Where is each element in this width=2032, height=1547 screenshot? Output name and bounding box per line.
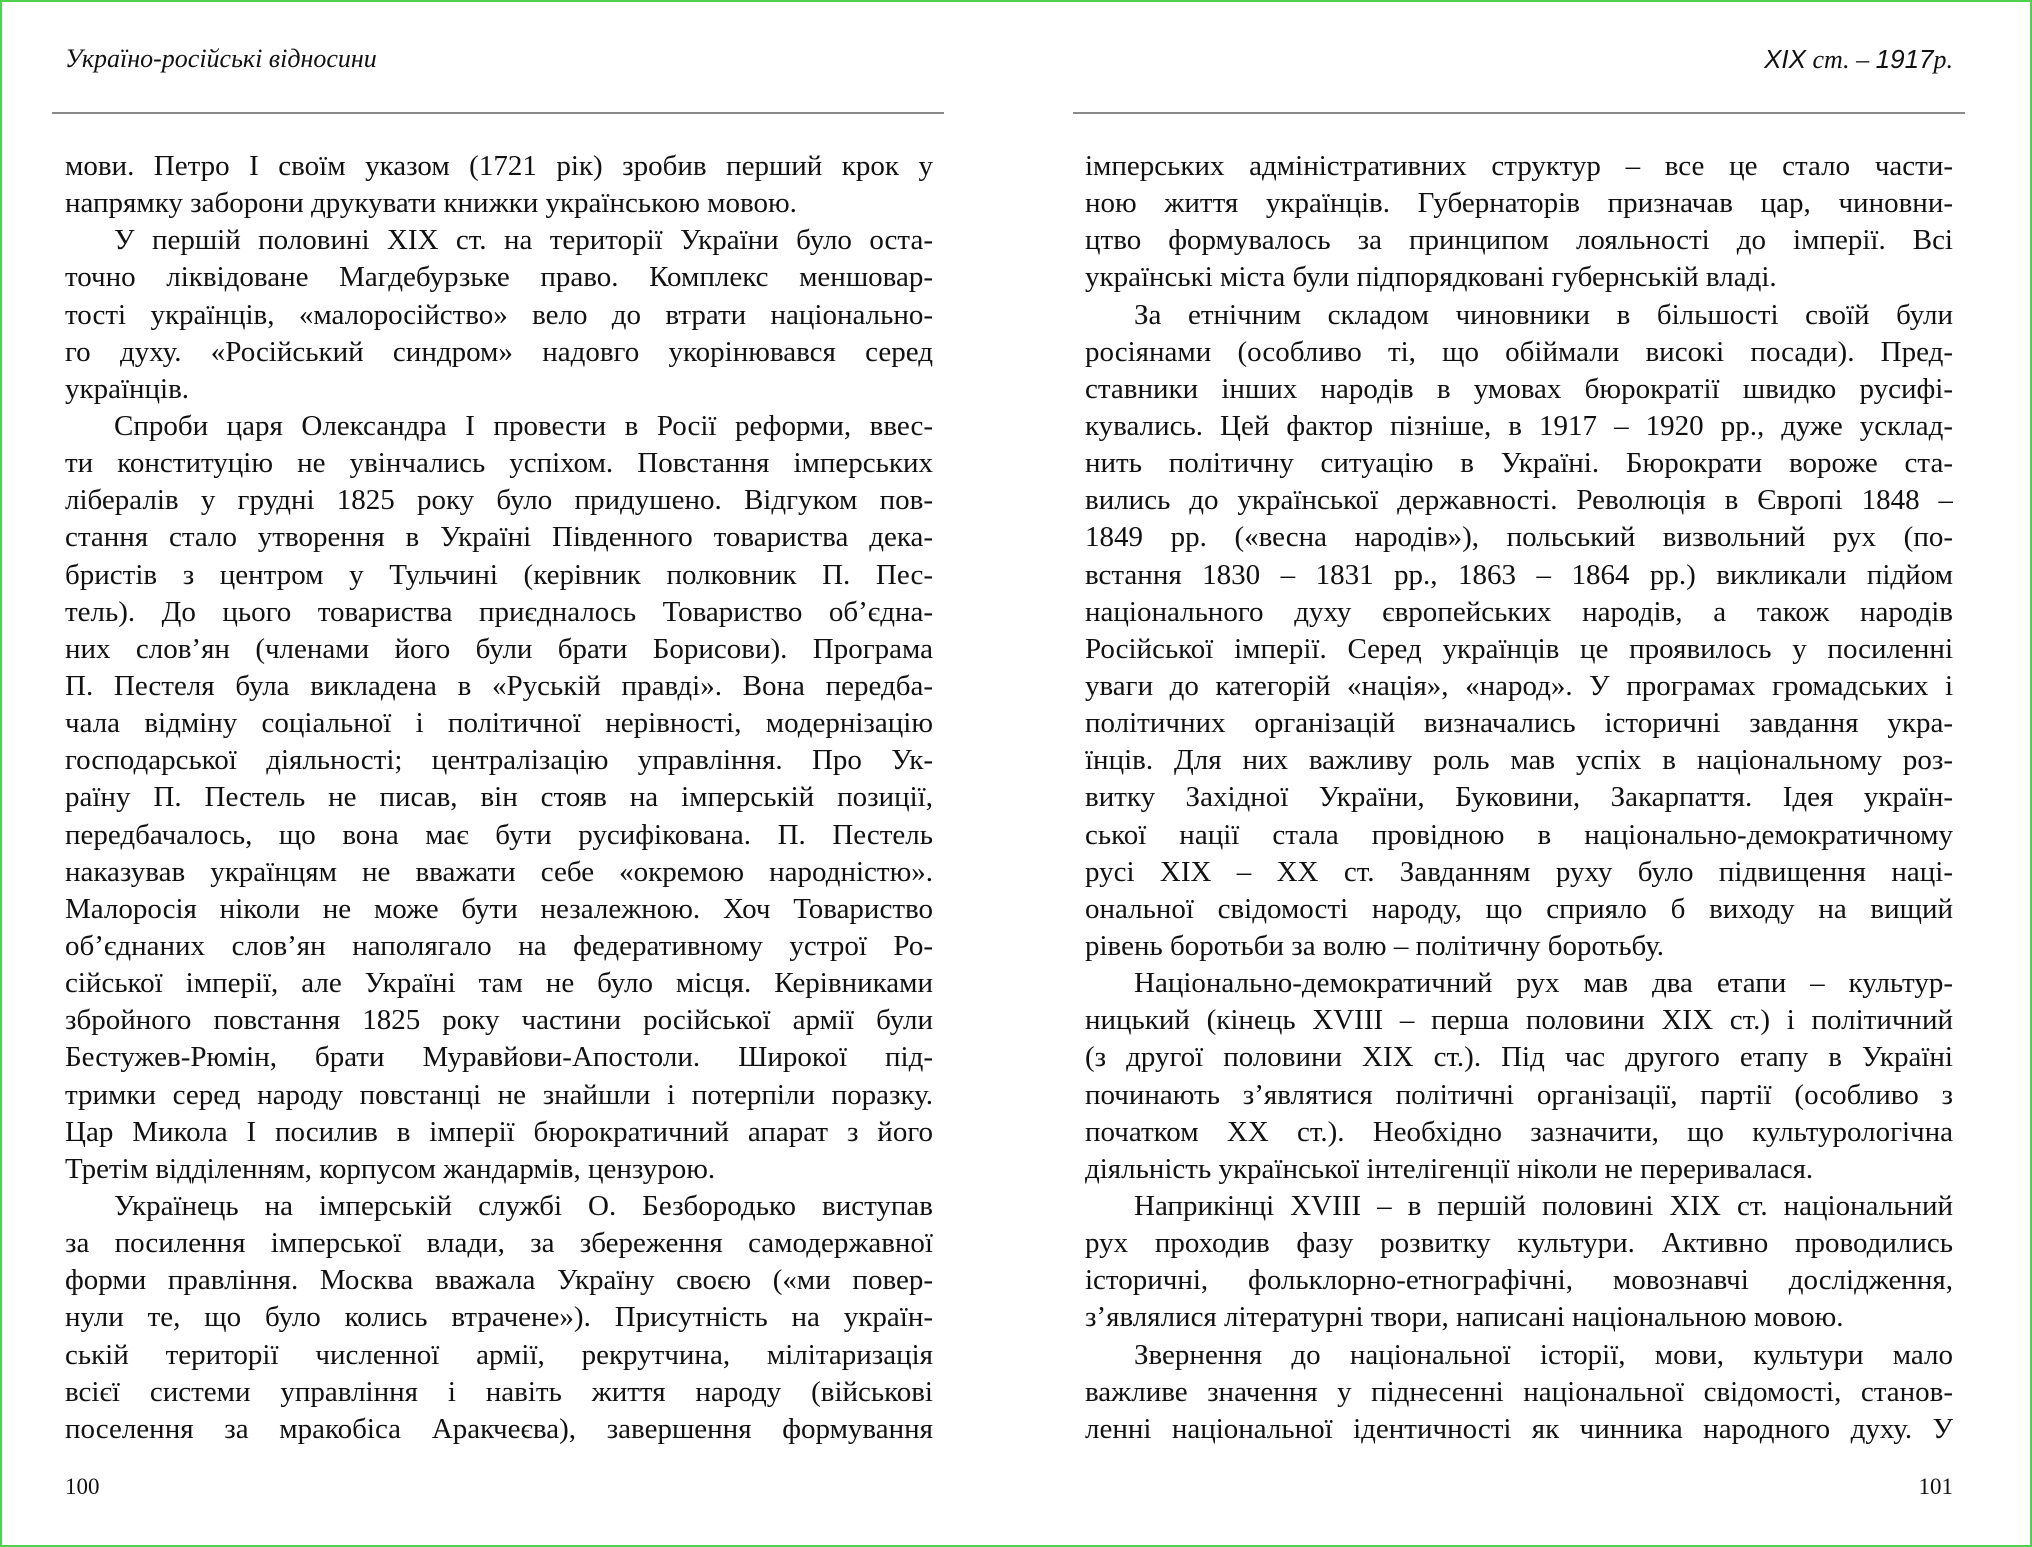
text-line: бристів з центром у Тульчині (керівник полковник П. Пес- bbox=[65, 558, 933, 591]
text-line: встання 1830 – 1831 рр., 1863 – 1864 рр.) викликали підйом bbox=[1085, 558, 1953, 591]
text-line: рівень боротьби за волю – політичну боротьбу. bbox=[1085, 929, 1665, 962]
text-line: напрямку заборони друкувати книжки українською мовою. bbox=[65, 187, 797, 220]
text-line: нули те, що було колись втрачене»). Присутність на україн- bbox=[65, 1301, 933, 1334]
text-line: господарської діяльності; централізацію управління. Про Ук- bbox=[65, 744, 933, 777]
header-suffix: р. bbox=[1933, 45, 1953, 74]
text-line: Спроби царя Олександра I провести в Росії реформи, ввес- bbox=[114, 409, 933, 442]
text-line: нить політичну ситуацію в Україні. Бюрократи вороже ста- bbox=[1085, 447, 1953, 480]
text-line: Третім відділенням, корпусом жандармів, цензурою. bbox=[65, 1152, 716, 1185]
text-line: Малоросія ніколи не може бути незалежною. Хоч Товариство bbox=[65, 892, 933, 925]
text-line: ській території численної армії, рекрутчина, мілітаризація bbox=[65, 1338, 933, 1371]
text-line: важливе значення у піднесенні національної свідомості, станов- bbox=[1085, 1375, 1953, 1408]
text-line: ленні національної ідентичності як чинника народного духу. У bbox=[1085, 1412, 1953, 1445]
text-line: Цар Микола I посилив в імперії бюрократичний апарат з його bbox=[65, 1115, 933, 1148]
text-line: росіянами (особливо ті, що обіймали високі посади). Пред- bbox=[1085, 335, 1953, 368]
page-100-body bbox=[65, 148, 933, 1448]
text-line: українські міста були підпорядковані губернській владі. bbox=[1085, 261, 1777, 294]
text-line: Звернення до національної історії, мови, культури мало bbox=[1134, 1338, 1953, 1371]
text-line: ною життя українців. Губернаторів призначав цар, чиновни- bbox=[1085, 187, 1953, 220]
text-line: політичних організацій визначались історичні завдання укра- bbox=[1085, 707, 1953, 740]
text-line: чала відміну соціальної і політичної нерівності, модернізацію bbox=[65, 707, 933, 740]
text-line: русі XIX – XX ст. Завданням руху було підвищення наці- bbox=[1085, 855, 1953, 888]
text-line: діяльність української інтелігенції ніколи не переривалася. bbox=[1085, 1152, 1814, 1185]
text-line: уваги до категорій «нація», «народ». У програмах громадських і bbox=[1085, 669, 1953, 702]
text-line: всієї системи управління і навіть життя народу (військові bbox=[65, 1375, 933, 1408]
text-line: тримки серед народу повстанці не знайшли і потерпіли поразку. bbox=[65, 1078, 933, 1111]
text-line: передбачалось, що вона має бути русифікована. П. Пестель bbox=[65, 818, 933, 851]
text-line: ницький (кінець XVIII – перша половини XIX ст.) і політичний bbox=[1085, 1004, 1953, 1037]
text-line: Бестужев-Рюмін, брати Муравйови-Апостоли. Широкої під- bbox=[65, 1041, 933, 1074]
text-line: Російської імперії. Серед українців це проявилось у посиленні bbox=[1085, 632, 1953, 665]
text-line: сійської імперії, але Україні там не було місця. Керівниками bbox=[65, 967, 933, 1000]
text-line: Наприкінці XVIII – в першій половині XIX ст. національний bbox=[1134, 1189, 1953, 1222]
text-line: початком XX ст.). Необхідно зазначити, що культурологічна bbox=[1085, 1115, 1953, 1148]
running-header-left: Україно-російські відносини bbox=[65, 44, 377, 73]
text-line: лібералів у грудні 1825 року було придушено. Відгуком пов- bbox=[65, 484, 933, 517]
text-line: збройного повстання 1825 року частини російської армії були bbox=[65, 1004, 933, 1037]
text-line: них слов’ян (членами його були брати Борисови). Програма bbox=[65, 632, 933, 665]
text-line: цтво формувалось за принципом лояльності до імперії. Всі bbox=[1085, 224, 1953, 257]
text-line: форми правління. Москва вважала Україну своєю («ми повер- bbox=[65, 1264, 933, 1297]
text-line: кувались. Цей фактор пізніше, в 1917 – 1920 рр., дуже усклад- bbox=[1085, 409, 1953, 442]
running-header-right bbox=[1764, 44, 1953, 75]
text-line: ональної свідомості народу, що сприяло б виходу на вищий bbox=[1085, 892, 1953, 925]
text-line: національного духу європейських народів, а також народів bbox=[1085, 595, 1953, 628]
text-line: починають з’являтися політичні організації, партії (особливо з bbox=[1085, 1078, 1953, 1111]
text-line: раїну П. Пестель не писав, він стояв на імперській позиції, bbox=[65, 781, 933, 814]
text-line: стання стало утворення в Україні Південного товариства дека- bbox=[65, 521, 933, 554]
text-line: тості українців, «малоросійство» вело до втрати національно- bbox=[65, 298, 933, 331]
text-line: наказував українцям не вважати себе «окремою народністю». bbox=[65, 855, 933, 888]
text-line: українців. bbox=[65, 372, 190, 405]
text-line: ської нації стала провідною в національно-демократичному bbox=[1085, 818, 1953, 851]
text-line: 1849 рр. («весна народів»), польський визвольний рух (по- bbox=[1085, 521, 1953, 554]
page-number-right: 101 bbox=[1918, 1474, 1953, 1499]
text-line: вились до української державності. Революція в Європі 1848 – bbox=[1085, 484, 1953, 517]
header-rule-left bbox=[52, 112, 944, 114]
page-101-body bbox=[1085, 148, 1953, 1448]
text-line: витку Західної України, Буковини, Закарпаття. Ідея україн- bbox=[1085, 781, 1953, 814]
header-mid: ст. – bbox=[1806, 45, 1876, 74]
page-number-left: 100 bbox=[65, 1474, 100, 1499]
text-line: За етнічним складом чиновники в більшості своїй були bbox=[1134, 298, 1953, 331]
header-rule-right bbox=[1073, 112, 1965, 114]
text-line: У першій половині XIX ст. на території України було оста- bbox=[114, 224, 933, 257]
text-line: точно ліквідоване Магдебурзьке право. Комплекс меншовар- bbox=[65, 261, 933, 294]
text-line: Українець на імперській службі О. Безбородько виступав bbox=[114, 1189, 933, 1222]
header-year: 1917 bbox=[1875, 44, 1934, 74]
text-line: їнців. Для них важливу роль мав успіх в національному роз- bbox=[1085, 744, 1953, 777]
text-line: го духу. «Російський синдром» надовго укорінювався серед bbox=[65, 335, 933, 368]
text-line: рух проходив фазу розвитку культури. Активно проводились bbox=[1085, 1227, 1953, 1260]
header-roman: XIX bbox=[1764, 44, 1807, 74]
text-line: П. Пестеля була викладена в «Руській правді». Вона передба- bbox=[65, 669, 933, 702]
text-line: поселення за мракобіса Аракчеєва), завершення формування bbox=[65, 1412, 933, 1445]
text-line: імперських адміністративних структур – все це стало части- bbox=[1085, 150, 1953, 182]
text-line: Національно-демократичний рух мав два етапи – культур- bbox=[1134, 967, 1953, 1000]
text-line: мови. Петро I своїм указом (1721 рік) зробив перший крок у bbox=[65, 150, 933, 182]
text-line: за посилення імперської влади, за збереження самодержавної bbox=[65, 1227, 933, 1260]
text-line: (з другої половини XIX ст.). Під час другого етапу в Україні bbox=[1085, 1041, 1953, 1074]
text-line: ставники інших народів в умовах бюрократії швидко русифі- bbox=[1085, 372, 1953, 405]
text-line: історичні, фольклорно-етнографічні, мовознавчі дослідження, bbox=[1085, 1264, 1953, 1297]
text-line: тель). До цього товариства приєдналось Товариство об’єдна- bbox=[65, 595, 933, 628]
text-line: ти конституцію не увінчались успіхом. Повстання імперських bbox=[65, 447, 933, 480]
text-line: з’являлися літературні твори, написані національною мовою. bbox=[1085, 1301, 1844, 1334]
text-line: об’єднаних слов’ян наполягало на федеративному устрої Ро- bbox=[65, 929, 933, 962]
